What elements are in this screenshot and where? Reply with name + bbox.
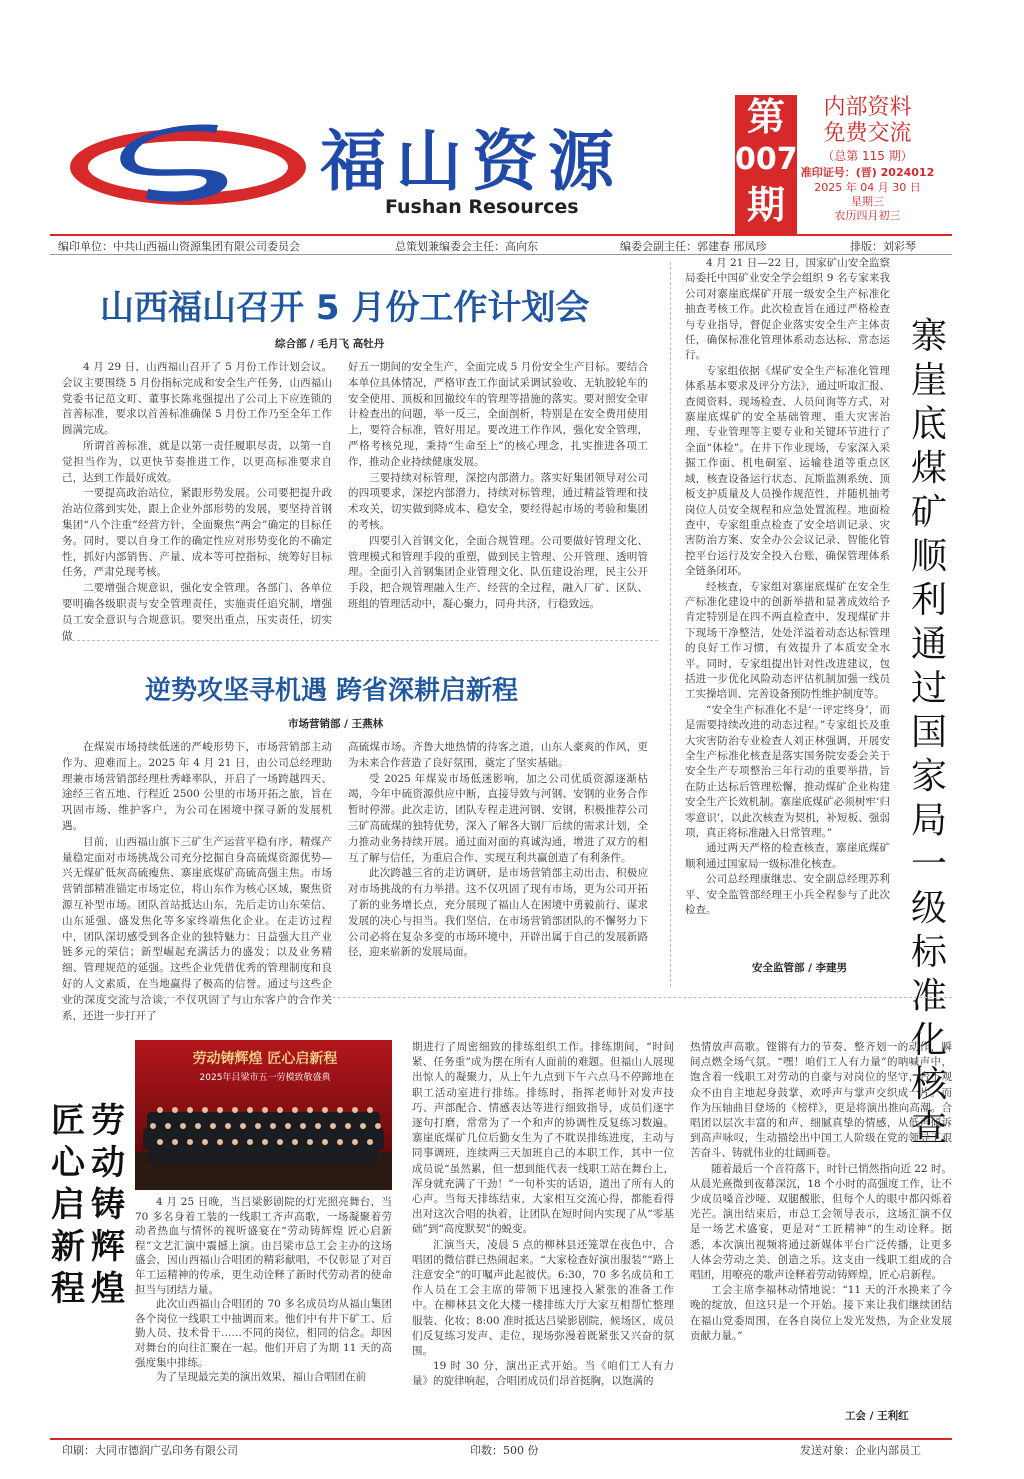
article1-column-2 [348,360,648,612]
paragraph: 一要提高政治站位，紧跟形势发展。公司要把提升政治站位落到实处，跟上企业外部形势的发展，要坚持首钢集团“八个注重”经营方针，全面聚焦“两会”确定的目标任务。同时，要以自身工作的确定性应对形势变化的不确定性，抓好内部销售、产量、成本等可控指标，统筹好目标任务，严肃兑现考核。 [62,487,332,579]
article2-column-1 [62,740,332,1022]
print-permit: 准印证号：(晋) 2024012 [800,166,935,179]
editor-unit: 编印单位：中共山西福山资源集团有限公司委员会 [58,240,300,253]
paragraph: 随着最后一个音符落下，时针已悄然指向近 22 时。从晨光熹微到夜幕深沉，18 个小时的高强度工作，让不少成员嗓音沙哑、双腿酸胀，但每个人的眼中都闪烁着光芒。演出结束后，市总工会领导表示，这场汇演不仅是一场艺术盛宴，更是对“工匠精神”的生动诠释。据悉，本次演出视频将通过新媒体平台广泛传播，让更多人体会劳动之美、创造之乐。这支由一线职工组成的合唱团，用嘹亮的歌声诠释着劳动铸辉煌，匠心启新程。 [690,1162,952,1282]
masthead-rule [50,234,952,236]
issue-lunar-date: 农历四月初三 [834,209,901,222]
section-divider [62,640,658,641]
paragraph: 所谓首善标准，就是以第一责任履职尽责，以第一自觉担当作为，以更快节奏推进工作，以更高标准要求自己，达到工作最好成效。 [62,439,332,484]
paragraph: 汇演当天，凌晨 5 点的柳林县还笼罩在夜色中，合唱团的微信群已热闹起来。“大家检查好演出服装”“路上注意安全”的叮嘱声此起彼伏。6:30，70 多名成员和工作人员在工会主席的带领下迅速投入紧张的准备工作中。在柳林县文化大楼一楼排练大厅大家互相帮忙整理服装、化妆；8:00 准时抵达吕梁影剧院，候场区，成员们反复练习发声、走位，现场弥漫着既紧张又兴奋的氛围。 [412,1238,674,1358]
article4-title-right: 劳动铸辉煌 [91,1101,125,1309]
issue-number: 007 [735,142,798,177]
paragraph: 通过两天严格的检查核查，寨崖底煤矿顺利通过国家局一级标准化核查。 [685,842,890,870]
article1-column-1 [62,360,332,642]
issue-prefix: 第 [746,95,785,139]
paragraph: 高硫煤市场。齐鲁大地热情的待客之道，山东人豪爽的作风，更为未来合作营造了良好氛围，奠定了坚实基础。 [348,741,648,769]
article1-byline: 综合部 / 毛月飞 高牡丹 [275,338,385,350]
article4-byline: 工会 / 王利红 [845,1410,909,1422]
internal-notice-1: 内部资料 [823,95,912,120]
paragraph: 4 月 21 日—22 日，国家矿山安全监察局委托中国矿业安全学会组织 9 名专家来我公司对寨崖底煤矿开展一级安全生产标准化抽查考核工作。此次检查旨在通过严格检查与专业指导，督促企业落实安全生产主体责任，确保标准化管理体系动态达标、常态运行。 [685,257,890,362]
issue-weekday: 星期三 [851,195,884,208]
footer-copies: 印数：500 份 [470,1444,539,1457]
article2-byline: 市场营销部 / 王燕林 [288,718,384,730]
issue-info [800,95,935,223]
article3-title: 寨崖底煤矿顺利通过国家局一级标准化核查 [910,316,947,1149]
paragraph: “安全生产标准化不是‘一评定终身’，而是需要持续改进的动态过程。”专家组长及重大灾害防治专业检查人刘正林强调，开展安全生产标准化核查是落实国务院安委会关于安全生产专项整治三年行动的重要举措，旨在防止达标后管理松懈，推动煤矿企业构建安全生产长效机制。寨崖底煤矿必须树牢‘归零意识’，以此次核查为契机，补短板、强弱项，真正将标准融入日常管理。” [685,703,890,840]
chief-planner: 总策划兼编委会主任：高向东 [395,240,538,253]
meta-rule [50,254,952,255]
paragraph: 在煤炭市场持续低迷的严峻形势下，市场营销部主动作为、迎难而上。2025 年 4 月 21 日，由公司总经理助理兼市场营销部经理杜秀峰率队，开启了一场跨越四天、途经三省五地、行程近 2500 公里的市场开拓之旅，旨在巩固市场、维护客户，为公司在困境中探寻新的发展机遇。 [62,741,332,832]
paragraph: 4 月 29 日，山西福山召开了 5 月份工作计划会议。会议主要围绕 5 月份指标完成和安全生产任务，山西福山党委书记范文町、董事长陈兆强提出了公司上下应连锁的首善标准，要求以首善标准确保 5 月份工作乃至全年工作圆满完成。 [62,361,332,437]
issue-suffix: 期 [746,183,785,227]
paragraph: 期进行了周密细致的排练组织工作。排练期间，“时间紧、任务重”成为摆在所有人面前的难题。但福山人展现出惊人的凝聚力，从上午九点到下午六点马不停蹄地在职工活动室进行排练。排练时，指挥老师针对发声技巧、声部配合、情感表达等进行细致指导，成员们逐字逐句打磨，常常为了一个和声的协调性反复练习数遍。寨崖底煤矿几位后勤女生为了不耽误排练进度，主动与同事调班，连续两三天加班自己的本职工作，其中一位成员说“虽然累，但一想到能代表一线职工站在舞台上，浑身就充满了干劲！”一句朴实的话语，道出了所有人的心声。当每天排练结束，大家相互交流心得，都能看得出对这次合唱的执着，让团队在短时间内实现了从“零基础”到“高度默契”的蜕变。 [412,1041,674,1236]
photo-banner: 劳动铸辉煌 匠心启新程 [192,1051,338,1067]
deputy-directors: 编委会副主任：郭建春 邢凤珍 [620,240,767,253]
layout-editor: 排版：刘彩琴 [850,240,916,253]
masthead-name: 福山资源 [320,123,624,200]
paragraph: 专家组依据《煤矿安全生产标准化管理体系基本要求及评分方法》，通过听取汇报、查阅资料、现场检查、人员问询等方式，对寨崖底煤矿的安全基础管理、重大灾害治理、专业管理等主要专业和关键环节进行了全面“体检”。在井下作业现场，专家深入采掘工作面、机电硐室、运输巷道等重点区域，核查设备运行状态、瓦斯监测系统、顶板支护质量及人员操作规范性，并随机抽考岗位人员安全规程和应急处置流程。地面检查中，专家组重点检查了安全培训记录、灾害防治方案、安全办公会议记录、智能化管控平台运行及安全投入台账，确保管理体系全链条闭环。 [685,364,890,578]
footer-audience: 发送对象：企业内部员工 [800,1444,921,1457]
paragraph: 公司总经理康继忠、安全副总经理苏利平、安全监管部经理王小兵全程参与了此次检查。 [685,873,890,917]
section-divider [62,997,952,998]
masthead-english-name: Fushan Resources [385,196,579,218]
photo-caption: 2025年吕梁市五一劳模致敬盛典 [199,1073,331,1083]
issue-number-box [735,95,797,235]
paragraph: 目前，山西福山旗下三矿生产运营平稳有序，精煤产量稳定面对市场挑战公司充分挖掘自身高硫煤资源优势—兴无煤矿低灰高硫瘦焦、寨崖底煤矿高硫高强主焦。市场营销部精准锚定市场定位，将山东作为核心区域，聚焦资源互补型市场。团队首站抵达山东，先后走访山东荣信、山东延强、盛发焦化等多家终端焦化企业。在走访过程中，团队深切感受到各企业的独特魅力：日益强大且产业链多元的荣信；新型崛起充满活力的盛发；以及业务精细、管理规范的延强。这些企业凭借优秀的管理制度和良好的人文素质，在当地赢得了极高的信誉。通过与这些企业的深度交流与洽谈，不仅巩固了与山东客户的合作关系，还进一步打开了 [62,835,332,1022]
paragraph: 受 2025 年煤炭市场低迷影响，加之公司优质资源逐渐枯竭，今年中硫资源供应中断，直接导致与河钢、安钢的业务合作暂时停滞。此次走访，团队专程走进河钢、安钢，积极推荐公司三矿高硫煤的独特优势，深入了解各大钢厂后续的需求计划，全力推动业务持续开展。通过面对面的真诚沟通，增进了双方的相互了解与信任，为重启合作、实现互利共赢创造了有利条件。 [348,772,648,864]
total-issue: （总第 115 期） [822,149,913,163]
paragraph: 此次跨越三省的走访调研，是市场营销部主动出击、积极应对市场挑战的有力举措。这不仅巩固了现有市场，更为公司开拓了新的业务增长点，充分展现了福山人在困境中勇毅前行、谋求发展的决心与担当。我们坚信，在市场营销部团队的不懈努力下公司必将在复杂多变的市场环境中，开辟出属于自己的发展新路径，迎来崭新的发展局面。 [348,867,648,959]
paragraph: 二要增强合规意识，强化安全管理。各部门、各单位要明确各级职责与安全管理责任，实施责任追究制，增强员工安全意识与合规意识。要突出重点，压实责任，切实做 [62,582,332,642]
paragraph: 热情放声高歌。铿锵有力的节奏、整齐划一的动作，瞬间点燃全场气氛。“嘿！咱们工人有力量”的呐喊声中，饱含着一线职工对劳动的自豪与对岗位的坚守，台下观众不由自主地起身鼓掌，欢呼声与掌声交织成一片。而作为压轴曲目登场的《榜样》，更是将演出推向高潮。合唱团以层次丰富的和声、细腻真挚的情感，从低声倾诉到高声咏叹，生动描绘出中国工人阶级在党的领导下艰苦奋斗、铸就伟业的壮阔画卷。 [690,1041,952,1160]
internal-notice-2: 免费交流 [823,121,912,146]
column-divider [670,262,671,987]
paragraph: 为了呈现最完美的演出效果，福山合唱团在前 [156,1371,366,1384]
article3-byline: 安全监管部 / 李建男 [752,962,848,974]
article2-column-2 [348,740,648,980]
paragraph: 此次山西福山合唱团的 70 多名成员均从福山集团各个岗位一线职工中抽调而来。他们中有井下矿工、后勤人员、技术骨干……不同的岗位，相同的信念。却因对舞台的向往汇聚在一起。他们开启了为期 11 天的高强度集中排练。 [135,1298,392,1369]
footer-printer: 印刷：大同市德润广弘印务有限公司 [62,1444,238,1457]
paragraph: 四要引入首钢文化，全面合规管理。公司要做好管理文化、管理模式和管理手段的重塑，做到民主管理、公开管理、透明管理。全面引入首钢集团企业管理文化、队伍建设治理，民主公开手段，把合规管理融入生产、经营的全过程，融入厂矿、区队、班组的管理活动中，凝心聚力，同舟共济，行稳致远。 [348,534,648,610]
fushan-logo-icon [66,115,311,215]
article4-column-1 [135,1195,392,1420]
article4-title-left: 匠心启新程 [51,1101,85,1309]
article3-column [685,256,890,956]
article1-title: 山西福山召开 5 月份工作计划会 [100,288,590,328]
footer-rule [50,1438,952,1440]
paragraph: 好五一期间的安全生产，全面完成 5 月份安全生产目标。要结合本单位具体情况，严格审查工作面试采调试验收、无轨胶轮车的安全使用、顶板和回撤绞车的管理等措施的落实。要对照安全审计检查出的问题，举一反三，全面剖析，特别是在安全费用使用上，要符合标准，管好用足。要改进工作作风，强化安全管理，严格考核兑现，秉持“生命至上”的核心理念，扎实推进各项工作，推动企业持续健康发展。 [348,361,648,468]
paragraph: 经核查，专家组对寨崖底煤矿在安全生产标准化建设中的创新举措和显著成效给予肯定特别是在四不两直检查中，发现煤矿井下现场干净整洁，处处洋溢着动态达标管理的良好工作习惯，有效提升了本质安全水平。同时，专家组提出针对性改进建议，包括进一步优化风险动态评估机制加强一线员工实操培训、完善设备预防性维护制度等。 [685,580,890,701]
paragraph: 19 时 30 分，演出正式开始。当《咱们工人有力量》的旋律响起，合唱团成员们昂首挺胸，以饱满的 [412,1360,674,1388]
paragraph: 三要持续对标管理，深挖内部潜力。落实好集团领导对公司的四项要求，深挖内部潜力，持续对标管理，通过精益管理和技术攻关，切实做到降成本、稳安全，要经得起市场的考验和集团的考核。 [348,471,648,531]
issue-date: 2025 年 04 月 30 日 [814,181,921,194]
article2-title: 逆势攻坚寻机遇 跨省深耕启新程 [145,676,519,706]
article4-column-3 [690,1040,952,1402]
article4-column-2 [412,1040,674,1425]
paragraph: 4 月 25 日晚，当吕梁影剧院的灯光照亮舞台，当 70 多名身着工装的一线职工齐声高歌，一场凝聚着劳动者热血与情怀的视听盛宴在“劳动铸辉煌 匠心启新程”文艺汇演中震撼上演。由吕梁市总工会主办的这场盛会，因山西福山合唱团的精彩献唱，不仅彰显了对百年工运精神的传承，更生动诠释了新时代劳动者的使命担当与团结力量。 [135,1196,392,1296]
paragraph: 工会主席李福林动情地说：“11 天的汗水换来了今晚的绽放，但这只是一个开始。接下来让我们继续团结在福山党委周围，在各自岗位上发光发热，为企业发展贡献力量。” [690,1284,952,1342]
